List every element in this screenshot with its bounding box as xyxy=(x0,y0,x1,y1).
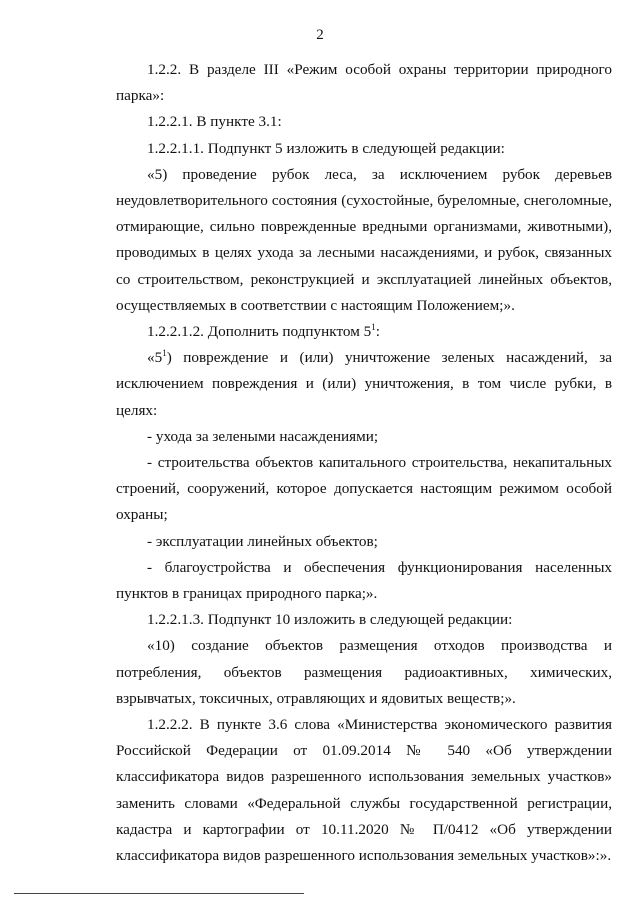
paragraph-subclause-5-heading: 1.2.2.1.1. Подпункт 5 изложить в следующей редакции: xyxy=(147,139,505,157)
paragraph-clause-3-6: 1.2.2.2. В пункте 3.6 слова «Министерства экономического развития Российской Федерации от 01.09.2014 № 540 «Об утверждении классификатора видов разрешенного использования земельных участков» заменить словами «Федеральной службы государственной регистрации, кадастра и картографии от 10.11.2020 № П/0412 «Об утверждении классификатора видов разрешенного использования земельных участков»:». xyxy=(116,716,612,865)
paragraph-subclause-5-text: «5) проведение рубок леса, за исключением рубок деревьев неудовлетворительного состояния (сухостойные, буреломные, снеголомные, отмирающие, сильно поврежденные вредными организмами, животными), проводимых в целях ухода за лесными насаждениями, и рубок, связанных со строительством, реконструкцией и эксплуатацией линейных объектов, осуществляемых в соответствии с настоящим Положением;». xyxy=(116,165,612,314)
text-run: : xyxy=(375,323,380,341)
paragraph-section-heading: 1.2.2. В разделе III «Режим особой охраны территории природного парка»: xyxy=(116,61,612,105)
footer-divider xyxy=(14,893,304,894)
list-item: - ухода за зелеными насаждениями; xyxy=(147,427,379,445)
paragraph-subclause-10-heading: 1.2.2.1.3. Подпункт 10 изложить в следующей редакции: xyxy=(147,611,513,629)
list-item: - строительства объектов капитального строительства, некапитальных строений, сооружений, которое допускается настоящим режимом особой охраны; xyxy=(116,454,612,524)
paragraph-subclause-5-1-text xyxy=(116,345,612,424)
list-item: - эксплуатации линейных объектов; xyxy=(147,532,378,550)
paragraph-subclause-5-1-heading xyxy=(116,319,612,345)
text-run: 1.2.2.1.2. Дополнить подпунктом 5 xyxy=(147,323,372,341)
superscript: 1 xyxy=(371,321,376,332)
superscript: 1 xyxy=(162,348,167,359)
page-number: 2 xyxy=(316,27,324,43)
text-run: «5 xyxy=(147,349,163,367)
list-item: - благоустройства и обеспечения функционирования населенных пунктов в границах природного парка;». xyxy=(116,558,612,603)
paragraph-clause-3-1: 1.2.2.1. В пункте 3.1: xyxy=(147,113,282,131)
paragraph-subclause-10-text: «10) создание объектов размещения отходов производства и потребления, объектов размещения радиоактивных, химических, взрывчатых, токсичных, отравляющих и ядовитых веществ;». xyxy=(116,637,612,707)
text-run: ) повреждение и (или) уничтожение зеленых насаждений, за исключением повреждения и (или) уничтожения, в том числе рубки, в целях: xyxy=(116,349,612,419)
document-body xyxy=(116,57,612,869)
